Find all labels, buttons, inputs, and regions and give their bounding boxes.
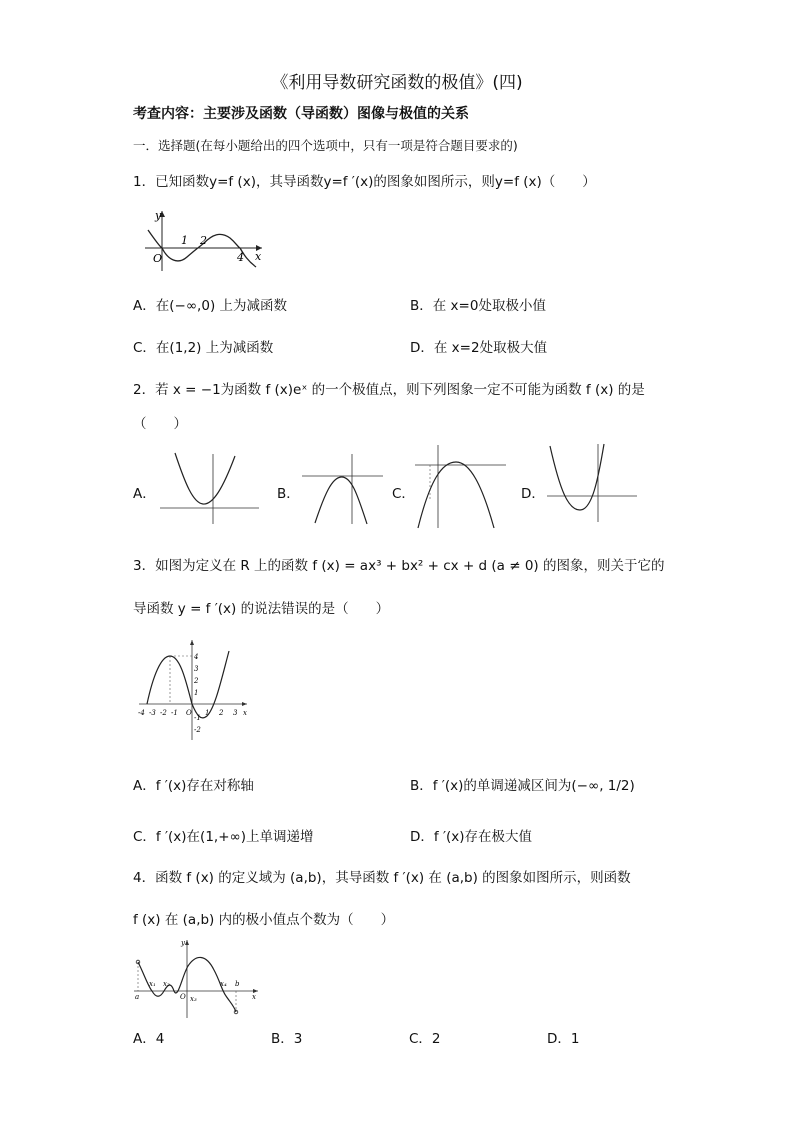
q3-tick-x-n3: -3 [149,709,156,717]
question-1-figure [140,205,270,275]
q3-tick-y-n1: -1 [194,714,201,722]
q3-tick-x-1: 1 [205,709,210,717]
q3-tick-y-2: 2 [194,677,199,685]
q1-option-a[interactable]: A．在(−∞,0) 上为减函数 [133,298,287,314]
question-3-stem-cont: 导函数 y = f ′(x) 的说法错误的是（ ） [133,601,390,617]
q4-label-y: y [181,939,185,947]
q3-option-a[interactable]: A．f ′(x)存在对称轴 [133,778,254,794]
q3-tick-x-2: 2 [219,709,224,717]
q1-label-4: 4 [237,251,244,264]
question-3-stem: 3．如图为定义在 R 上的函数 f (x) = ax³ + bx² + cx + d (a ≠ 0) 的图象，则关于它的 [133,558,665,574]
q2-figure-a [155,448,265,528]
question-2-stem: 2．若 x = −1为函数 f (x)eˣ 的一个极值点，则下列图象一定不可能为函数 f (x) 的是 [133,382,645,398]
q1-option-c[interactable]: C．在(1,2) 上为减函数 [133,340,274,356]
q3-option-b[interactable]: B．f ′(x)的单调递减区间为(−∞, 1/2) [410,778,635,794]
q3-tick-x-3: 3 [233,709,238,717]
q4-option-b[interactable]: B．3 [271,1031,303,1047]
q1-label-x: x [255,250,262,263]
q1-label-y: y [155,209,162,222]
question-1-stem: 1．已知函数y=f (x)，其导函数y=f ′(x)的图象如图所示，则y=f (x)（ ） [133,174,596,190]
q2-figure-b [297,448,387,528]
q3-tick-y-n2: -2 [194,726,201,734]
q2-option-b[interactable]: B． [277,486,300,502]
question-4-stem-cont: f (x) 在 (a,b) 内的极小值点个数为（ ） [133,912,395,928]
q1-label-1: 1 [181,234,188,247]
q3-option-c[interactable]: C．f ′(x)在(1,+∞)上单调递增 [133,829,314,845]
q3-label-x: x [243,709,247,717]
q4-label-x1: x₁ [149,980,156,988]
q4-label-x2: x₂ [163,980,170,988]
q4-option-a[interactable]: A．4 [133,1031,165,1047]
question-3-figure [135,636,255,746]
q2-option-a[interactable]: A． [133,486,156,502]
q3-tick-x-n4: -4 [138,709,145,717]
q3-tick-x-n2: -2 [160,709,167,717]
q2-figure-c [410,440,510,530]
q4-option-c[interactable]: C．2 [409,1031,441,1047]
q4-option-d[interactable]: D．1 [547,1031,580,1047]
q4-label-x4: x₄ [220,980,227,988]
q3-tick-y-4: 4 [194,653,199,661]
q4-label-x: x [252,993,256,1001]
section-heading: 一．选择题(在每小题给出的四个选项中，只有一项是符合题目要求的) [133,138,518,153]
q4-label-o: O [180,993,186,1001]
question-4-stem: 4．函数 f (x) 的定义域为 (a,b)，其导函数 f ′(x) 在 (a,b) 的图象如图所示，则函数 [133,870,631,886]
page-subtitle: 考查内容：主要涉及函数（导函数）图像与极值的关系 [133,106,469,122]
q3-tick-y-1: 1 [194,689,199,697]
q4-label-a: a [135,993,140,1001]
page-title: 《利用导数研究函数的极值》(四) [271,73,523,93]
q3-tick-y-3: 3 [194,665,199,673]
q1-label-o: O [153,252,163,265]
q2-option-d[interactable]: D． [521,486,545,502]
q4-label-x3: x₃ [190,995,197,1003]
q1-option-b[interactable]: B．在 x=0处取极小值 [410,298,546,314]
q2-figure-d [542,440,642,525]
q1-option-d[interactable]: D．在 x=2处取极大值 [410,340,548,356]
question-4-figure [130,936,262,1020]
q1-label-2: 2 [200,234,207,247]
q2-option-c[interactable]: C． [392,486,415,502]
q3-option-d[interactable]: D．f ′(x)存在极大值 [410,829,533,845]
question-2-stem-cont: （ ） [133,416,187,432]
q3-tick-x-n1: -1 [171,709,178,717]
q3-label-o: O [186,709,192,717]
q4-label-b: b [235,980,240,988]
